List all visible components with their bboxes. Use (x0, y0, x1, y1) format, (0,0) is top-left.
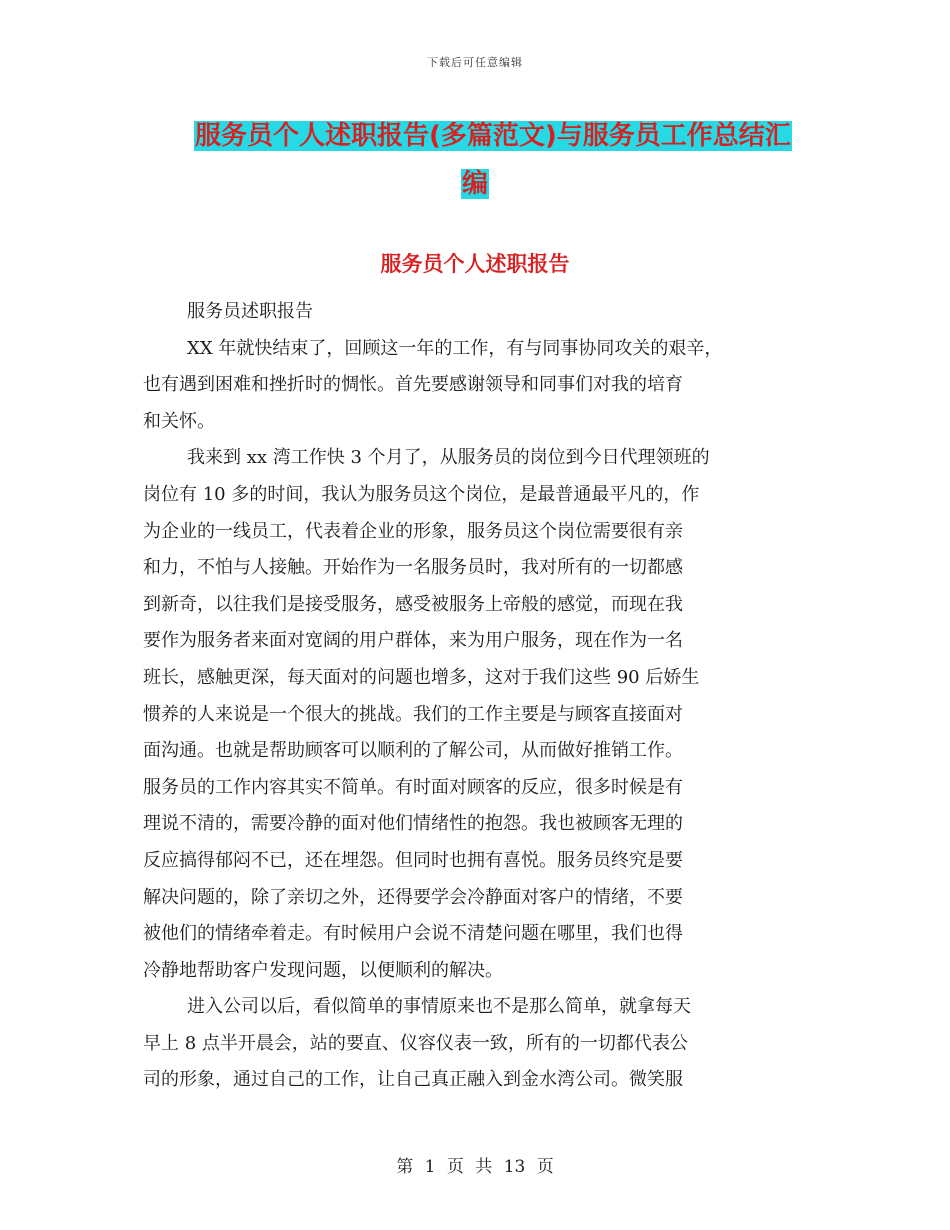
body-line: 和关怀。 (143, 410, 215, 432)
body-text (143, 294, 803, 1099)
body-line: 反应搞得郁闷不已，还在埋怨。但同时也拥有喜悦。服务员终究是要 (143, 849, 683, 871)
body-line: XX 年就快结束了，回顾这一年的工作，有与同事协同攻关的艰辛， (187, 337, 723, 359)
body-line: 也有遇到困难和挫折时的惆怅。首先要感谢领导和同事们对我的培育 (143, 374, 683, 396)
page-footer: 第 1 页 共 13 页 (396, 1157, 554, 1177)
body-line: 服务员的工作内容其实不简单。有时面对顾客的反应，很多时候是有 (143, 776, 683, 798)
body-line: 为企业的一线员工，代表着企业的形象，服务员这个岗位需要很有亲 (143, 520, 683, 542)
body-line: 到新奇，以往我们是接受服务，感受被服务上帝般的感觉，而现在我 (143, 593, 683, 615)
body-line: 理说不清的，需要冷静的面对他们情绪性的抱怨。我也被顾客无理的 (143, 813, 683, 835)
page-header: 下载后可任意编辑 (427, 56, 523, 69)
body-line: 要作为服务者来面对宽阔的用户群体，来为用户服务，现在作为一名 (143, 630, 683, 652)
body-line: 和力，不怕与人接触。开始作为一名服务员时，我对所有的一切都感 (143, 557, 683, 579)
document-title-line-2: 编 (462, 169, 489, 199)
document-title (140, 112, 810, 208)
body-line: 我来到 xx 湾工作快 3 个月了，从服务员的岗位到今日代理领班的 (187, 447, 710, 469)
body-line: 班长，感触更深，每天面对的问题也增多，这对于我们这些 90 后娇生 (143, 666, 700, 688)
body-line: 司的形象，通过自己的工作，让自己真正融入到金水湾公司。微笑服 (143, 1069, 683, 1091)
body-line: 被他们的情绪牵着走。有时候用户会说不清楚问题在哪里，我们也得 (143, 923, 683, 945)
body-line: 服务员述职报告 (187, 301, 313, 322)
body-line: 解决问题的，除了亲切之外，还得要学会冷静面对客户的情绪，不要 (143, 886, 683, 908)
body-line: 面沟通。也就是帮助顾客可以顺利的了解公司，从而做好推销工作。 (143, 740, 683, 762)
document-title-line-1: 服务员个人述职报告(多篇范文)与服务员工作总结汇 (195, 121, 791, 151)
body-line: 冷静地帮助客户发现问题，以便顺利的解决。 (143, 959, 503, 981)
body-line: 惯养的人来说是一个很大的挑战。我们的工作主要是与顾客直接面对 (143, 703, 683, 725)
body-line: 进入公司以后，看似简单的事情原来也不是那么简单，就拿每天 (187, 996, 691, 1018)
body-line: 早上 8 点半开晨会，站的要直、仪容仪表一致，所有的一切都代表公 (143, 1032, 688, 1054)
section-title: 服务员个人述职报告 (380, 252, 570, 276)
body-line: 岗位有 10 多的时间，我认为服务员这个岗位，是最普通最平凡的，作 (143, 483, 700, 505)
